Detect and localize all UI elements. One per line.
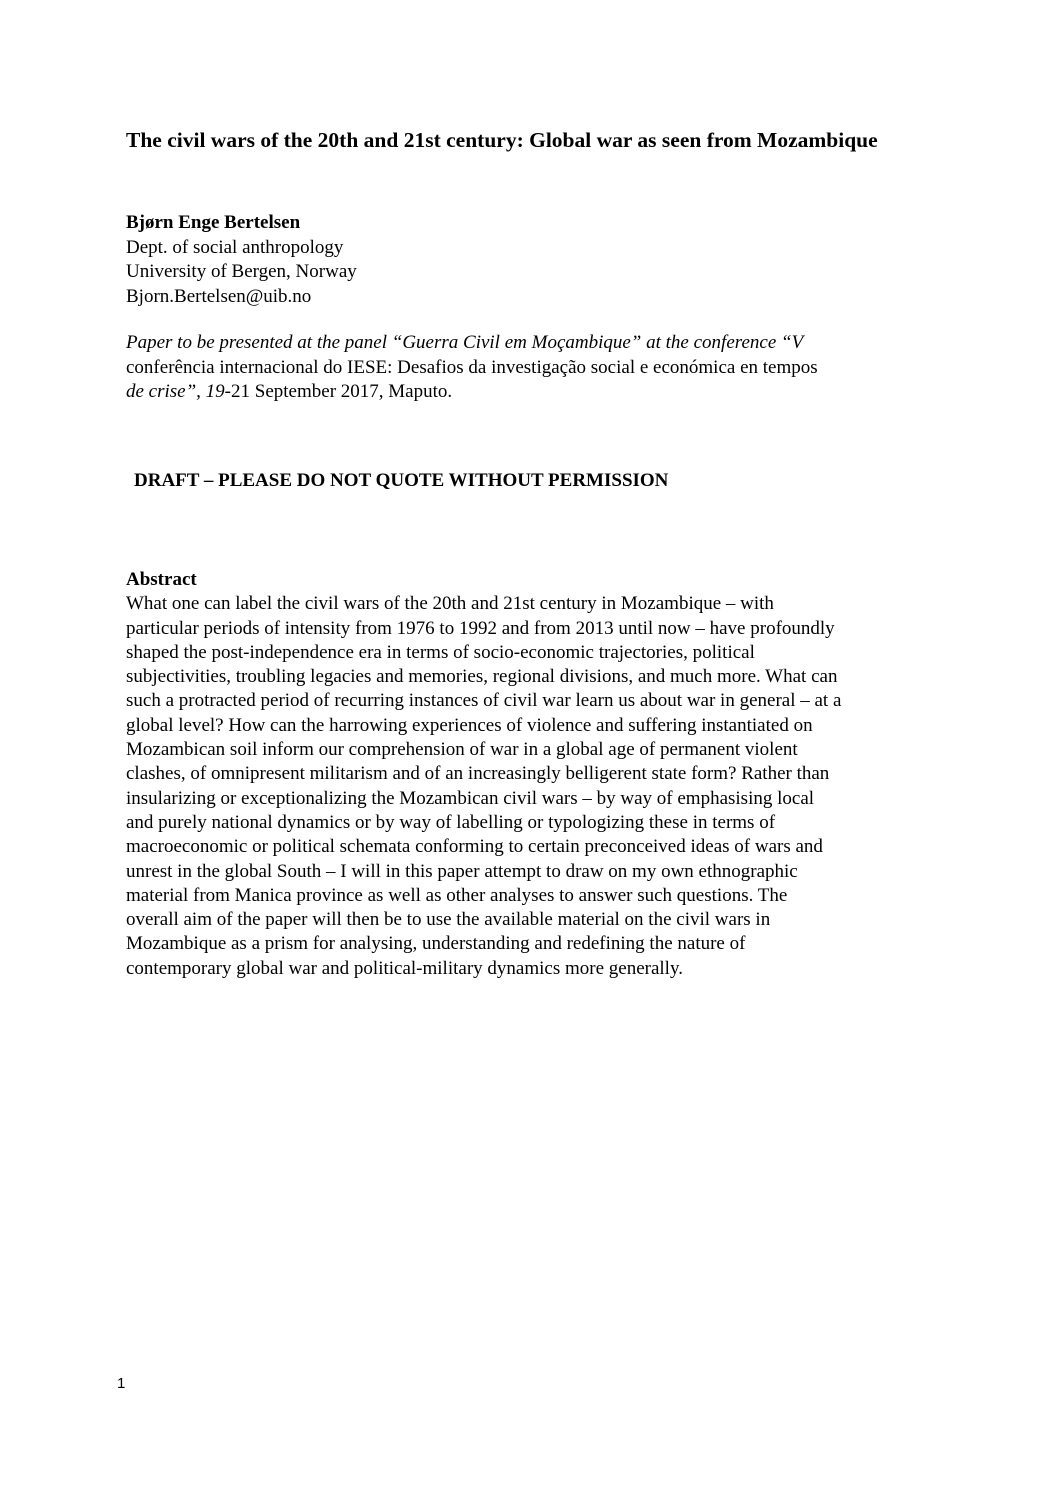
paper-title: The civil wars of the 20th and 21st century: Global war as seen from Mozambique xyxy=(126,128,878,152)
page-number: 1 xyxy=(117,1375,126,1392)
abstract-line: Mozambican soil inform our comprehension of war in a global age of permanent violent xyxy=(126,739,798,761)
abstract-section xyxy=(126,568,941,981)
presentation-note-line: de crise”, 19-21 September 2017, Maputo. xyxy=(126,381,453,402)
abstract-line: and purely national dynamics or by way of labelling or typologizing these in terms of xyxy=(126,811,776,833)
abstract-line: insularizing or exceptionalizing the Mozambican civil wars – by way of emphasising local xyxy=(126,787,815,809)
abstract-line: unrest in the global South – I will in this paper attempt to draw on my own ethnographic xyxy=(126,860,798,882)
presentation-note-line: conferência internacional do IESE: Desafios da investigação social e económica en tempos xyxy=(126,356,818,378)
author-email: Bjorn.Bertelsen@uib.no xyxy=(126,285,312,307)
abstract-line: contemporary global war and political-military dynamics more generally. xyxy=(126,957,683,979)
abstract-line: global level? How can the harrowing experiences of violence and suffering instantiated on xyxy=(126,714,813,736)
abstract-line: material from Manica province as well as other analyses to answer such questions. The xyxy=(126,884,788,906)
abstract-line: clashes, of omnipresent militarism and of an increasingly belligerent state form? Rather than xyxy=(126,763,830,785)
abstract-line: particular periods of intensity from 1976 to 1992 and from 2013 until now – have profoundly xyxy=(126,617,835,639)
abstract-line: overall aim of the paper will then be to use the available material on the civil wars in xyxy=(126,909,771,931)
abstract-line: What one can label the civil wars of the 20th and 21st century in Mozambique – with xyxy=(126,593,774,615)
presentation-note xyxy=(126,331,946,405)
abstract-line: shaped the post-independence era in terms of socio-economic trajectories, political xyxy=(126,641,755,663)
author-name: Bjørn Enge Bertelsen xyxy=(126,212,301,233)
abstract-line: subjectivities, troubling legacies and memories, regional divisions, and much more. What can xyxy=(126,666,838,688)
abstract-heading: Abstract xyxy=(126,569,197,590)
author-block xyxy=(126,211,357,309)
presentation-note-line: Paper to be presented at the panel “Guerra Civil em Moçambique” at the conference “V xyxy=(126,332,804,353)
abstract-line: macroeconomic or political schemata conforming to certain preconceived ideas of wars and xyxy=(126,836,823,858)
draft-notice: DRAFT – PLEASE DO NOT QUOTE WITHOUT PERMISSION xyxy=(134,470,669,491)
author-university: University of Bergen, Norway xyxy=(126,261,357,282)
abstract-line: such a protracted period of recurring instances of civil war learn us about war in general – at a xyxy=(126,690,842,712)
abstract-line: Mozambique as a prism for analysing, understanding and redefining the nature of xyxy=(126,933,746,955)
author-department: Dept. of social anthropology xyxy=(126,236,344,258)
